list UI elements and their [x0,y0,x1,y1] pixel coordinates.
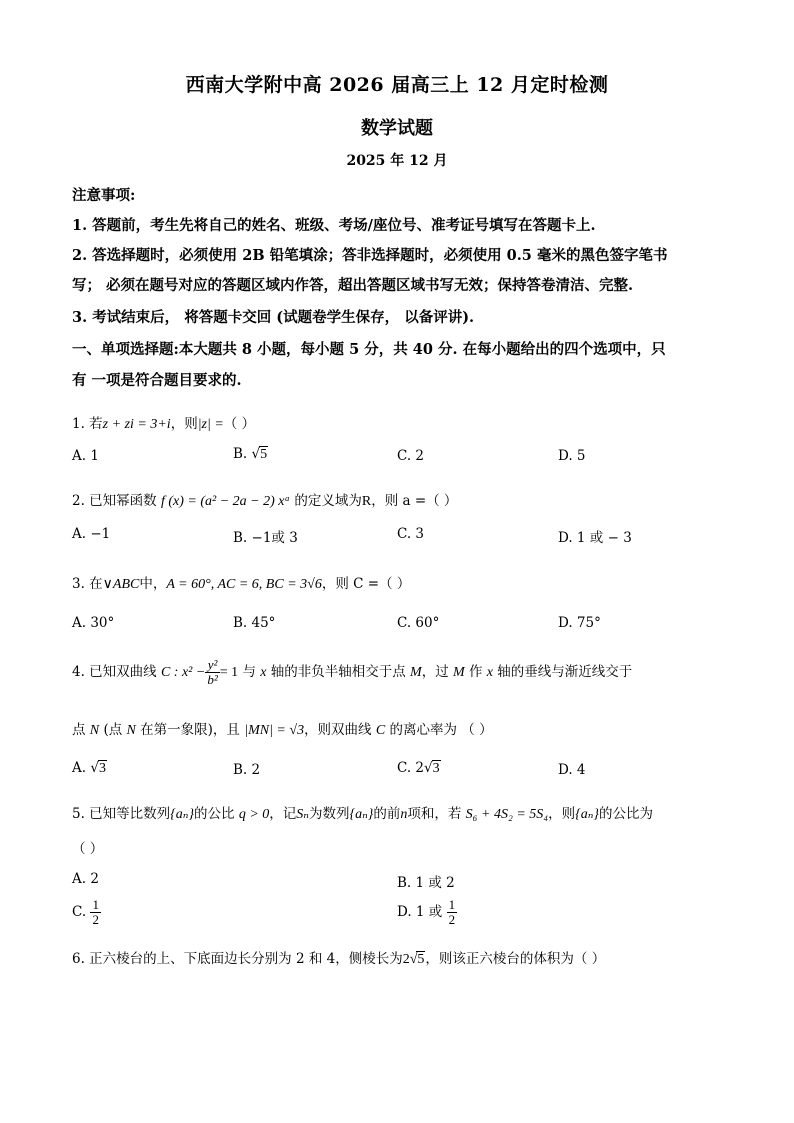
q4-option-c: C. 2√3 [397,760,440,776]
exam-title: 西南大学附中高 2026 届高三上 12 月定时检测 [185,74,609,96]
question-2: 2. 已知幂函数 f (x) = (a² − 2a − 2) xᵃ 的定义域为R，则 a =（ ） [72,493,458,509]
q5-option-c: C. $\frac{1}{2}$ [72,897,99,927]
question-5-line2: （ ） [72,841,104,857]
q4-fraction: $\frac{\text{y²}}{\text{b²}}$ [207,657,218,687]
notice-item-1: 1. 答题前，考生先将自己的姓名、班级、考场/座位号、准考证号填写在答题卡上. [72,217,596,234]
q5-option-a: A. 2 [72,871,99,887]
q2-option-d: D. 1 或 − 3 [558,530,632,546]
q1-equation: z + zi = 3+i [102,417,171,432]
q1-modulus: |z| = [197,417,224,432]
q4-option-b: B. 2 [233,762,261,778]
notice-item-3: 3. 考试结束后， 将答题卡交回 (试题卷学生保存， 以备评讲). [72,309,475,326]
q2-option-b: B. −1或 3 [233,530,298,546]
q3-option-b: B. 45° [233,615,276,631]
q4-mn-length: |MN| = √3 [244,723,305,738]
q2-option-a: A. −1 [72,526,111,542]
section1-line2: 有 一项是符合题目要求的. [72,372,242,389]
question-4-line2: 点 N (点 N 在第一象限)，且 |MN| = √3，则双曲线 C 的离心率为 （ ） [72,722,493,738]
notice-item-2b: 写； 必须在题号对应的答题区域内作答，超出答题区域书写无效；保持答卷清洁、完整. [72,277,634,294]
q6-lateral-edge: 2√5 [402,952,425,967]
q1-option-a: A. 1 [72,448,99,464]
exam-subject: 数学试题 [361,118,433,139]
exam-date: 2025 年 12 月 [346,153,448,169]
question-6: 6. 正六棱台的上、下底面边长分别为 2 和 4，侧棱长为2√5，则该正六棱台的体积为（ ） [72,951,606,967]
q3-option-c: C. 60° [397,615,440,631]
q5-option-d: D. 1 或 $\frac{1}{2}$ [397,897,456,927]
q2-option-c: C. 3 [397,526,425,542]
q2-power-function: f (x) = (a² − 2a − 2) xᵃ [160,494,291,509]
notice-heading: 注意事项: [72,187,136,204]
q1-option-d: D. 5 [558,448,586,464]
q3-option-d: D. 75° [558,615,601,631]
question-1: 1. 若z + zi = 3+i，则|z| =（ ） [72,416,256,432]
q5-equation: S₆ + 4S₂ = 5S₄ [465,807,549,822]
question-5-line1: 5. 已知等比数列{aₙ}的公比 q > 0，记Sₙ为数列{aₙ}的前n项和，若 S₆ + 4S₂ = 5S₄，则{aₙ}的公比为 [72,806,654,822]
q3-conditions: A = 60°, AC = 6, BC = 3√6 [166,577,322,592]
q3-triangle: ∨ABC [102,577,140,592]
notice-item-2a: 2. 答选择题时，必须使用 2B 铅笔填涂；答非选择题时，必须使用 0.5 毫米的黑色签字笔书 [72,247,668,264]
q4-hyperbola: C : x² − [160,665,206,680]
q4-option-d: D. 4 [558,762,586,778]
q5-half-fraction: $\frac{1}{2}$ [92,897,99,927]
q5-option-b: B. 1 或 2 [397,875,455,891]
question-4-line1: 4. 已知双曲线 C : x² − $\frac{\text{y²}}{\text{b²}}$ = 1 与 x 轴的非负半轴相交于点 M，过 M 作 x 轴的垂线与渐近线交于 [72,657,633,687]
q3-option-a: A. 30° [72,615,115,631]
q4-option-a: A. √3 [72,760,106,776]
q1-option-b: B. √5 [233,446,268,462]
question-3: 3. 在∨ABC中，A = 60°, AC = 6, BC = 3√6，则 C =（ ） [72,576,411,592]
section1-line1: 一、单项选择题:本大题共 8 小题，每小题 5 分，共 40 分. 在每小题给出的四个选项中，只 [72,341,666,358]
q1-option-c: C. 2 [397,448,425,464]
